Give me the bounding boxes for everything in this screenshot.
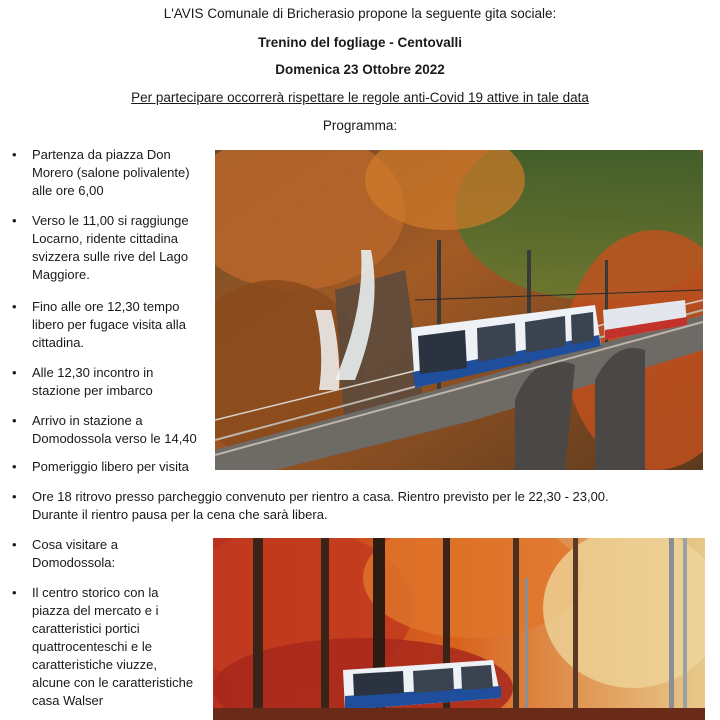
- bullet-icon: •: [12, 299, 17, 314]
- item-line: Locarno, ridente cittadina: [32, 231, 178, 246]
- item-line: stazione per imbarco: [32, 383, 153, 398]
- covid-note: Per partecipare occorrerà rispettare le regole anti-Covid 19 attive in tale data: [131, 90, 589, 105]
- item-line: caratteristici portici: [32, 621, 140, 636]
- item-line: Partenza da piazza Don: [32, 147, 171, 162]
- program-item-5: [12, 412, 197, 448]
- item-line: alcune con le caratteristiche: [32, 675, 194, 690]
- event-title: Trenino del fogliage - Centovalli: [257, 35, 463, 50]
- item-line: quattrocenteschi e le: [32, 639, 152, 654]
- viaduct-train-photo: [215, 150, 703, 470]
- program-item-2: [12, 212, 189, 284]
- item-line: Maggiore.: [32, 267, 90, 282]
- item-line: Fino alle ore 12,30 tempo: [32, 299, 180, 314]
- program-item-4: [12, 364, 154, 400]
- item-line: Ore 18 ritrovo presso parcheggio convenuto per rientro a casa. Rientro previsto per le 22,30 - 23,00.: [32, 489, 609, 504]
- item-line: caratteristiche viuzze,: [32, 657, 157, 672]
- item-line: Verso le 11,00 si raggiunge: [32, 213, 189, 228]
- program-label: Programma:: [322, 118, 398, 133]
- bullet-icon: •: [12, 213, 17, 228]
- item-line: piazza del mercato e i: [32, 603, 159, 618]
- program-item-9: [12, 584, 194, 710]
- forest-train-photo: [213, 538, 705, 720]
- item-line: Morero (salone polivalente): [32, 165, 190, 180]
- bullet-icon: •: [12, 413, 17, 428]
- item-line: alle ore 6,00: [32, 183, 104, 198]
- bullet-icon: •: [12, 537, 17, 552]
- item-line: Alle 12,30 incontro in: [32, 365, 154, 380]
- bullet-icon: •: [12, 147, 17, 162]
- item-line: Cosa visitare a: [32, 537, 118, 552]
- bullet-icon: •: [12, 585, 17, 600]
- program-item-3: [12, 298, 186, 352]
- bullet-icon: •: [12, 489, 17, 504]
- program-item-1: [12, 146, 190, 200]
- item-line: libero per fugace visita alla: [32, 317, 186, 332]
- item-line: Domodossola:: [32, 555, 116, 570]
- bullet-icon: •: [12, 365, 17, 380]
- program-item-7: [12, 488, 712, 524]
- item-line: Il centro storico con la: [32, 585, 159, 600]
- program-item-6: [12, 458, 189, 476]
- item-line: Durante il rientro pausa per la cena che sarà libera.: [32, 507, 328, 522]
- item-line: svizzera sulle rive del Lago: [32, 249, 189, 264]
- item-line: casa Walser: [32, 693, 104, 708]
- intro-text: L'AVIS Comunale di Bricherasio propone la seguente gita sociale:: [163, 6, 557, 21]
- event-date: Domenica 23 Ottobre 2022: [275, 62, 445, 77]
- item-line: Pomeriggio libero per visita: [32, 459, 189, 474]
- item-line: Arrivo in stazione a: [32, 413, 143, 428]
- item-line: cittadina.: [32, 335, 85, 350]
- program-item-8: [12, 536, 118, 572]
- bullet-icon: •: [12, 459, 17, 474]
- item-line: Domodossola verso le 14,40: [32, 431, 197, 446]
